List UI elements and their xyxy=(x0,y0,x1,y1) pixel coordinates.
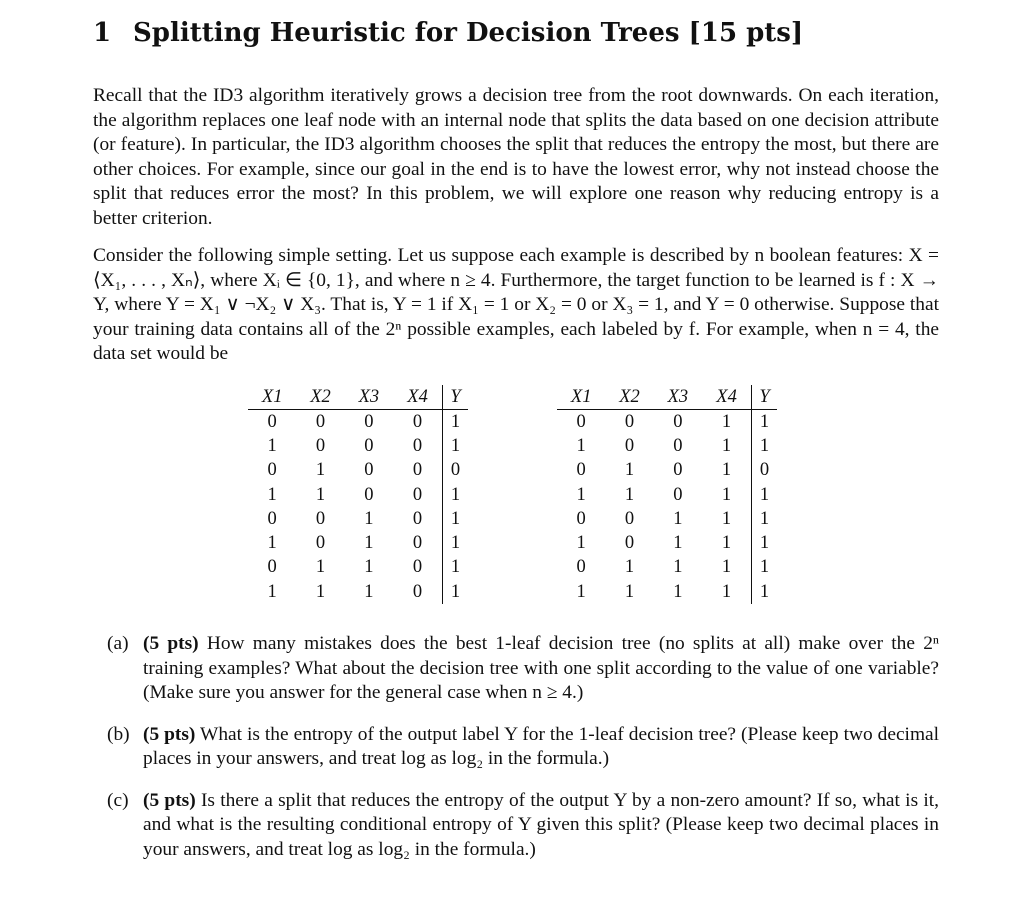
table-cell: 0 xyxy=(315,533,326,554)
intro-paragraph: Recall that the ID3 algorithm iteratively grows a decision tree from the root downwards. On each iteration, the algorithm replaces one leaf node with an internal node that splits the data based on one decision attribute (or feature). In particular, the ID3 algorithm chooses the split that reduces the entropy the most, but there are other choices. For example, since our goal in the end is to have the lowest error, why not instead choose the split that reduces error the most? In this problem, we will explore one reason why reducing entropy is a better criterion. xyxy=(93,85,939,229)
table-cell: 1 xyxy=(576,435,586,456)
column-header: Y xyxy=(443,385,468,410)
table-cell: 1 xyxy=(721,460,732,481)
table-cell: 1 xyxy=(673,533,683,554)
table-cell: 1 xyxy=(752,434,777,458)
table-cell: 1 xyxy=(752,410,777,435)
table-cell: 0 xyxy=(412,533,423,554)
question-body: How many mistakes does the best 1-leaf decision tree (no splits at all) make over the 2ⁿ training examples? What about the decision tree with one split according to the value of one variable? (Make sure you answer for the general case when n ≥ 4.) xyxy=(143,633,939,703)
question-text xyxy=(143,723,939,772)
table-row xyxy=(248,434,468,458)
table-cell: 1 xyxy=(721,581,732,602)
table-cell: 0 xyxy=(412,508,423,529)
table-cell: 1 xyxy=(443,556,468,580)
table-cell: 1 xyxy=(443,531,468,555)
table-cell: 0 xyxy=(267,460,277,481)
table-cell: 1 xyxy=(752,531,777,555)
table-row xyxy=(248,507,468,531)
table-cell: 1 xyxy=(673,581,683,602)
table-row xyxy=(248,459,468,483)
question-body: Is there a split that reduces the entropy of the output Y by a non-zero amount? If so, what is it, and what is the resulting conditional entropy of Y given this split? (Please keep two decimal places in your answers, and treat log as log₂ in the formula.) xyxy=(143,789,939,860)
table-cell: 1 xyxy=(721,435,732,456)
column-header: X4 xyxy=(702,385,752,410)
table-row xyxy=(557,580,777,604)
table-row xyxy=(557,507,777,531)
question-body: What is the entropy of the output label Y for the 1-leaf decision tree? (Please keep two decimal places in your answers, and treat log as log₂ in the formula.) xyxy=(143,723,940,769)
table-cell: 0 xyxy=(443,459,468,483)
table-cell: 1 xyxy=(576,484,586,505)
table-cell: 1 xyxy=(267,484,277,505)
table-cell: 1 xyxy=(576,533,586,554)
section-title: Splitting Heuristic for Decision Trees [15 pts] xyxy=(133,18,804,48)
table-cell: 1 xyxy=(752,507,777,531)
section-heading xyxy=(93,18,939,48)
table-cell: 1 xyxy=(267,533,277,554)
table-cell: 1 xyxy=(267,435,277,456)
table-cell: 0 xyxy=(267,508,277,529)
column-header: Y xyxy=(752,385,777,410)
table-cell: 0 xyxy=(624,411,635,432)
setting-paragraph: Consider the following simple setting. Let us suppose each example is described by n boolean features: X = ⟨X₁, . . . , Xₙ⟩, where Xᵢ ∈ {0, 1}, and where n ≥ 4. Furthermore, the target function to be learned is f : X → Y, where Y = X₁ ∨ ¬X₂ ∨ X₃. That is, Y = 1 if X₁ = 1 or X₂ = 0 or X₃ = 1, and Y = 0 otherwise. Suppose that your training data contains all of the 2ⁿ possible examples, each labeled by f. For example, when n = 4, the data set would be xyxy=(93,245,939,364)
table-cell: 0 xyxy=(624,533,635,554)
table-cell: 0 xyxy=(673,484,683,505)
table-cell: 0 xyxy=(624,435,635,456)
table-cell: 0 xyxy=(364,484,374,505)
table-cell: 1 xyxy=(624,557,635,578)
table-cell: 1 xyxy=(364,533,374,554)
table-cell: 0 xyxy=(412,557,423,578)
table-cell: 0 xyxy=(673,411,683,432)
table-cell: 0 xyxy=(412,581,423,602)
table-cell: 1 xyxy=(752,580,777,604)
table-cell: 0 xyxy=(576,460,586,481)
table-cell: 1 xyxy=(443,434,468,458)
question-points: (5 pts) xyxy=(143,723,196,745)
table-cell: 0 xyxy=(673,435,683,456)
column-header: X2 xyxy=(605,385,653,410)
table-cell: 1 xyxy=(673,557,683,578)
table-cell: 1 xyxy=(364,557,374,578)
table-cell: 1 xyxy=(752,556,777,580)
table-cell: 1 xyxy=(721,484,732,505)
column-header: X4 xyxy=(393,385,443,410)
table-cell: 1 xyxy=(752,483,777,507)
truth-table-left xyxy=(248,385,468,604)
table-cell: 1 xyxy=(624,484,635,505)
table-row xyxy=(248,580,468,604)
table-cell: 1 xyxy=(624,460,635,481)
question-text xyxy=(143,789,939,863)
table-cell: 1 xyxy=(443,410,468,435)
table-cell: 1 xyxy=(624,581,635,602)
table-cell: 1 xyxy=(443,507,468,531)
table-row xyxy=(248,556,468,580)
question-list xyxy=(107,632,939,879)
table-cell: 1 xyxy=(576,581,586,602)
section-number: 1 xyxy=(93,18,112,48)
table-cell: 0 xyxy=(315,508,326,529)
table-cell: 0 xyxy=(267,411,277,432)
question-points: (5 pts) xyxy=(143,789,196,811)
table-row xyxy=(248,483,468,507)
table-cell: 1 xyxy=(315,484,326,505)
table-cell: 0 xyxy=(364,460,374,481)
question-label: (b) xyxy=(107,723,130,745)
table-cell: 1 xyxy=(364,508,374,529)
truth-table-right xyxy=(557,385,777,604)
table-row xyxy=(557,410,777,435)
table-cell: 1 xyxy=(721,557,732,578)
table-cell: 1 xyxy=(721,411,732,432)
document-page xyxy=(93,18,939,364)
column-header: X3 xyxy=(345,385,393,410)
table-cell: 1 xyxy=(315,557,326,578)
question-c xyxy=(107,789,939,863)
column-header: X3 xyxy=(654,385,702,410)
table-row xyxy=(557,434,777,458)
table-cell: 0 xyxy=(267,557,277,578)
table-cell: 0 xyxy=(412,484,423,505)
table-row xyxy=(248,531,468,555)
table-cell: 0 xyxy=(315,411,326,432)
table-row xyxy=(557,483,777,507)
table-cell: 0 xyxy=(364,411,374,432)
table-cell: 1 xyxy=(315,581,326,602)
question-label: (c) xyxy=(107,789,129,811)
table-header-row xyxy=(248,385,468,410)
table-cell: 0 xyxy=(576,557,586,578)
table-cell: 0 xyxy=(624,508,635,529)
table-cell: 0 xyxy=(412,460,423,481)
table-row xyxy=(557,531,777,555)
column-header: X2 xyxy=(296,385,344,410)
table-cell: 1 xyxy=(443,483,468,507)
table-cell: 0 xyxy=(576,508,586,529)
question-a xyxy=(107,632,939,706)
table-cell: 1 xyxy=(443,580,468,604)
question-text xyxy=(143,632,939,706)
table-cell: 1 xyxy=(721,508,732,529)
table-cell: 0 xyxy=(315,435,326,456)
table-row xyxy=(557,556,777,580)
table-cell: 1 xyxy=(364,581,374,602)
table-cell: 1 xyxy=(673,508,683,529)
question-b xyxy=(107,723,939,772)
table-row xyxy=(248,410,468,435)
table-row xyxy=(557,459,777,483)
table-cell: 0 xyxy=(412,411,423,432)
column-header: X1 xyxy=(557,385,605,410)
table-cell: 0 xyxy=(364,435,374,456)
question-points: (5 pts) xyxy=(143,633,199,654)
table-cell: 1 xyxy=(267,581,277,602)
table-cell: 0 xyxy=(673,460,683,481)
table-cell: 1 xyxy=(315,460,326,481)
table-header-row xyxy=(557,385,777,410)
column-header: X1 xyxy=(248,385,296,410)
table-cell: 0 xyxy=(576,411,586,432)
question-label: (a) xyxy=(107,633,129,654)
table-cell: 1 xyxy=(721,533,732,554)
table-cell: 0 xyxy=(752,459,777,483)
table-cell: 0 xyxy=(412,435,423,456)
